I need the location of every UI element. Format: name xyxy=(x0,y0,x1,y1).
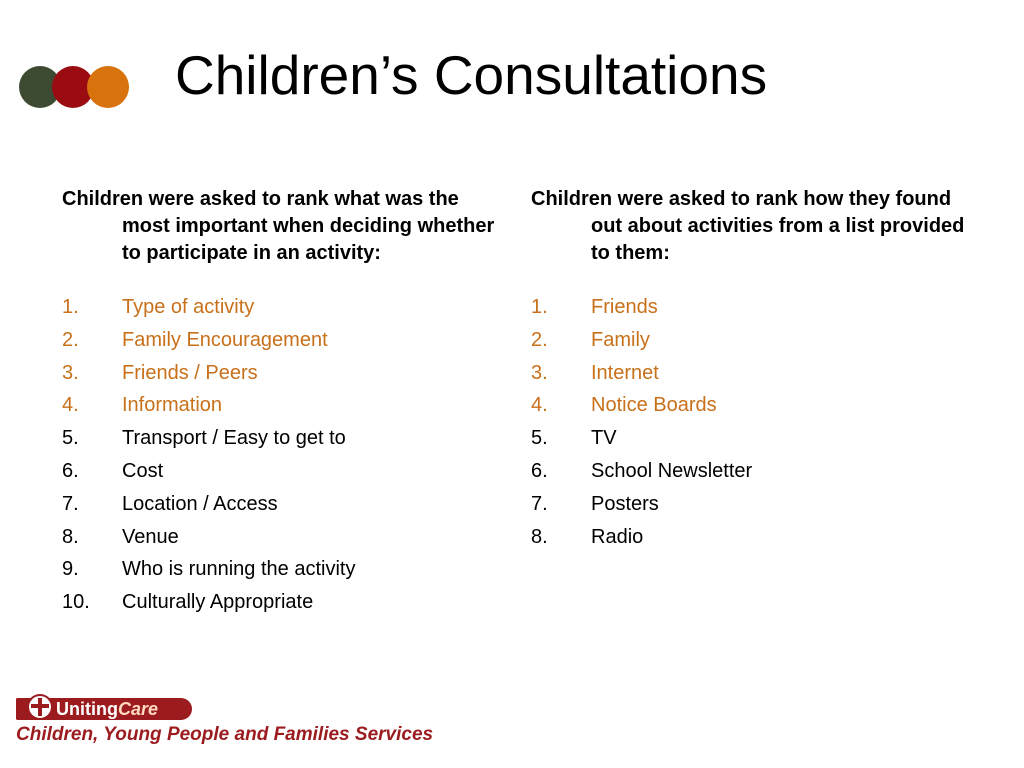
item-label: Radio xyxy=(591,525,644,548)
list-item xyxy=(531,521,981,554)
item-label: Family Encouragement xyxy=(122,328,328,351)
list-item xyxy=(62,291,512,324)
logo-badge xyxy=(16,692,192,722)
list-item xyxy=(531,422,981,455)
right-intro: Children were asked to rank how they found out about activities from a list provided to them: xyxy=(531,188,965,264)
item-number: 5. xyxy=(62,427,79,450)
list-item xyxy=(531,389,981,422)
item-label: Internet xyxy=(591,361,659,384)
slide-title: Children’s Consultations xyxy=(175,44,768,106)
list-item xyxy=(62,521,512,554)
item-label: Information xyxy=(122,394,223,417)
left-column xyxy=(62,186,512,619)
item-number: 5. xyxy=(531,427,548,450)
item-number: 6. xyxy=(62,459,79,482)
cross-icon xyxy=(31,704,49,708)
item-number: 8. xyxy=(62,525,79,548)
item-number: 1. xyxy=(531,296,548,318)
item-label: Friends / Peers xyxy=(122,361,258,384)
item-label: Cost xyxy=(122,459,164,482)
right-column xyxy=(531,186,981,553)
item-label: Type of activity xyxy=(122,296,255,318)
list-item xyxy=(62,455,512,488)
item-number: 4. xyxy=(531,394,548,417)
item-number: 7. xyxy=(531,492,548,515)
left-intro: Children were asked to rank what was the most important when deciding whether to participate in an activity: xyxy=(62,188,495,264)
item-label: School Newsletter xyxy=(591,459,753,482)
item-label: Location / Access xyxy=(122,492,278,515)
item-label: Venue xyxy=(122,525,179,548)
list-item xyxy=(62,553,512,586)
list-item xyxy=(531,324,981,357)
list-item xyxy=(62,422,512,455)
item-number: 1. xyxy=(62,296,79,318)
item-label: Transport / Easy to get to xyxy=(122,427,346,450)
logo-brand-b: Care xyxy=(117,699,159,719)
logo-subtitle: Children, Young People and Families Services xyxy=(16,724,434,745)
logo-brand-a: Uniting xyxy=(56,699,118,719)
item-label: Friends xyxy=(591,296,658,318)
item-number: 8. xyxy=(531,525,548,548)
item-label: Posters xyxy=(591,492,659,515)
list-item xyxy=(62,586,512,619)
item-number: 3. xyxy=(531,361,548,384)
list-item xyxy=(531,357,981,390)
item-label: Family xyxy=(591,328,650,351)
list-item xyxy=(531,291,981,324)
list-item xyxy=(531,488,981,521)
item-number: 6. xyxy=(531,459,548,482)
item-number: 3. xyxy=(62,361,79,384)
list-item xyxy=(62,324,512,357)
list-item xyxy=(62,389,512,422)
unitingcare-logo xyxy=(16,692,440,748)
item-number: 9. xyxy=(62,558,79,581)
item-label: Notice Boards xyxy=(591,394,717,417)
decorative-dots xyxy=(19,66,131,108)
item-number: 2. xyxy=(62,328,79,351)
item-label: TV xyxy=(591,427,617,450)
item-label: Who is running the activity xyxy=(122,558,356,581)
item-number: 4. xyxy=(62,394,79,417)
item-number: 7. xyxy=(62,492,79,515)
right-ranked-list xyxy=(531,291,981,553)
item-number: 10. xyxy=(62,591,90,614)
logo-brand xyxy=(56,698,158,720)
list-item xyxy=(62,488,512,521)
list-item xyxy=(62,357,512,390)
list-item xyxy=(531,455,981,488)
item-number: 2. xyxy=(531,328,548,351)
left-ranked-list xyxy=(62,291,512,619)
item-label: Culturally Appropriate xyxy=(122,591,314,614)
orange-dot-icon xyxy=(87,66,129,108)
